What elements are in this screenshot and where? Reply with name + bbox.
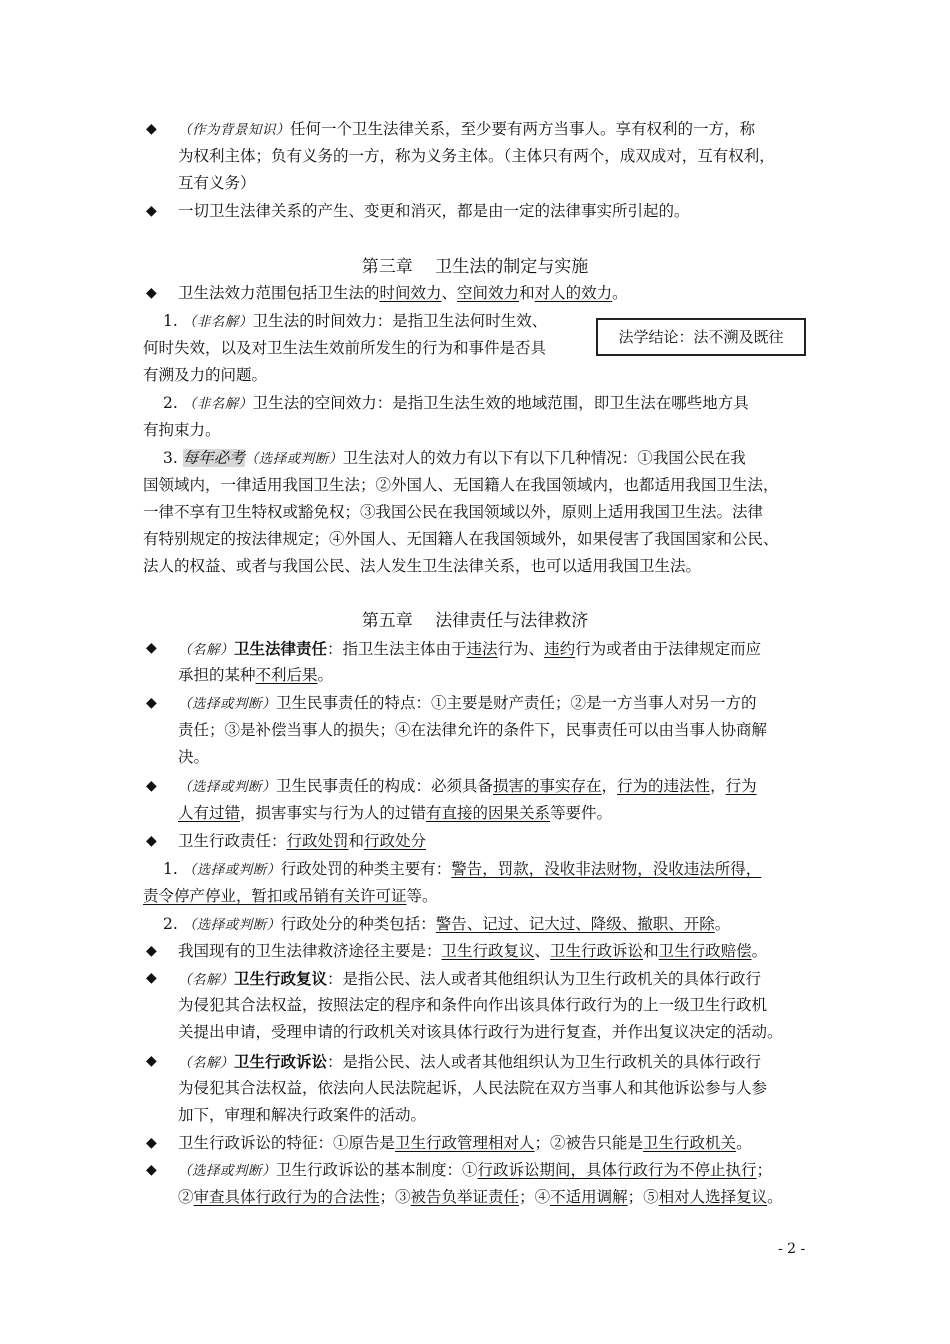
intro-para-2: 一切卫生法律关系的产生、变更和消灭，都是由一定的法律事实所引起的。 xyxy=(178,202,690,220)
bullet-icon: ◆ xyxy=(146,970,157,986)
ch3-item-1-line-2: 何时失效，以及对卫生法生效前所发生的行为和事件是否具 xyxy=(143,339,547,357)
ch5-p3-line-1: （选择或判断）卫生民事责任的构成：必须具备损害的事实存在，行为的违法性，行为 xyxy=(178,777,757,795)
ch3-scope: 卫生法效力范围包括卫生法的时间效力、空间效力和对人的效力。 xyxy=(178,284,628,302)
ch3-item-3-line-4: 有特别规定的按法律规定；④外国人、无国籍人在我国领域外，如果侵害了我国国家和公民、 xyxy=(143,530,779,548)
bullet-icon: ◆ xyxy=(146,640,157,656)
bullet-icon: ◆ xyxy=(146,943,157,959)
ch5-p2-line-2: 责任；③是补偿当事人的损失；④在法律允许的条件下，民事责任可以由当事人协商解 xyxy=(178,721,768,739)
bullet-icon: ◆ xyxy=(146,833,157,849)
bullet-icon: ◆ xyxy=(146,1053,157,1069)
ch5-p9-line-2: 为侵犯其合法权益，依法向人民法院起诉，人民法院在双方当事人和其他诉讼参与人参 xyxy=(178,1079,768,1097)
ch5-p11-line-1: （选择或判断）卫生行政诉讼的基本制度：①行政诉讼期间，具体行政行为不停止执行； xyxy=(178,1161,773,1179)
ch5-p6: 2. （选择或判断）行政处分的种类包括：警告、记过、记大过、降级、撤职、开除。 xyxy=(163,915,731,933)
bullet-icon: ◆ xyxy=(146,203,157,219)
ch5-p4: 卫生行政责任：行政处罚和行政处分 xyxy=(178,832,427,850)
legal-conclusion-box: 法学结论：法不溯及既往 xyxy=(596,318,806,356)
ch5-p8-line-2: 为侵犯其合法权益，按照法定的程序和条件向作出该具体行政行为的上一级卫生行政机 xyxy=(178,996,768,1014)
page-number: - 2 - xyxy=(778,1241,806,1257)
ch5-p11-line-2: ②审查具体行政行为的合法性；③被告负举证责任；④不适用调解；⑤相对人选择复议。 xyxy=(178,1188,783,1206)
ch3-item-3-line-2: 国领域内，一律适用我国卫生法；②外国人、无国籍人在我国领域内，也都适用我国卫生法， xyxy=(143,476,779,494)
ch5-p9-line-1: （名解）卫生行政诉讼：是指公民、法人或者其他组织认为卫生行政机关的具体行政行 xyxy=(178,1052,762,1071)
ch3-item-3-line-5: 法人的权益、或者与我国公民、法人发生卫生法律关系，也可以适用我国卫生法。 xyxy=(143,557,702,575)
intro-para-1-line-3: 互有义务） xyxy=(178,174,256,192)
bullet-icon: ◆ xyxy=(146,778,157,794)
ch5-p5-line-2: 责令停产停业，暂扣或吊销有关许可证等。 xyxy=(143,887,438,905)
chapter-3-title: 第三章 卫生法的制定与实施 xyxy=(361,257,589,277)
bullet-icon: ◆ xyxy=(146,1135,157,1151)
ch3-item-3-line-3: 一律不享有卫生特权或豁免权；③我国公民在我国领域以外，原则上适用我国卫生法。法律 xyxy=(143,503,764,521)
intro-para-1-line-2: 为权利主体；负有义务的一方，称为义务主体。（主体只有两个，成双成对，互有权利， xyxy=(178,147,775,165)
bullet-icon: ◆ xyxy=(146,121,157,137)
ch3-item-1-line-3: 有溯及力的问题。 xyxy=(143,366,268,384)
ch5-p8-line-3: 关提出申请，受理申请的行政机关对该具体行政行为进行复查，并作出复议决定的活动。 xyxy=(178,1023,783,1041)
ch5-p1-line-1: （名解）卫生法律责任：指卫生法主体由于违法行为、违约行为或者由于法律规定而应 xyxy=(178,639,762,658)
ch5-p2-line-1: （选择或判断）卫生民事责任的特点：①主要是财产责任；②是一方当事人对另一方的 xyxy=(178,694,757,712)
chapter-5-title: 第五章 法律责任与法律救济 xyxy=(361,611,589,631)
ch5-p10: 卫生行政诉讼的特征：①原告是卫生行政管理相对人；②被告只能是卫生行政机关。 xyxy=(178,1134,752,1152)
ch5-p2-line-3: 决。 xyxy=(178,748,210,766)
bullet-icon: ◆ xyxy=(146,285,157,301)
ch3-item-3-line-1: 3. 每年必考（选择或判断）卫生法对人的效力有以下有以下几种情况：①我国公民在我 xyxy=(163,449,746,467)
must-test-highlight: 每年必考 xyxy=(182,449,245,467)
ch5-p1-line-2: 承担的某种不利后果。 xyxy=(178,666,334,684)
bullet-icon: ◆ xyxy=(146,695,157,711)
ch3-item-2-line-1: 2. （非名解）卫生法的空间效力：是指卫生法生效的地域范围，即卫生法在哪些地方具 xyxy=(163,394,749,412)
ch5-p9-line-3: 加下，审理和解决行政案件的活动。 xyxy=(178,1106,427,1124)
bullet-icon: ◆ xyxy=(146,1162,157,1178)
ch5-p8-line-1: （名解）卫生行政复议：是指公民、法人或者其他组织认为卫生行政机关的具体行政行 xyxy=(178,969,762,988)
ch3-item-1-line-1: 1. （非名解）卫生法的时间效力：是指卫生法何时生效、 xyxy=(163,312,548,330)
ch5-p5-line-1: 1. （选择或判断）行政处罚的种类主要有：警告，罚款，没收非法财物，没收违法所得， xyxy=(163,860,762,878)
ch3-item-2-line-2: 有拘束力。 xyxy=(143,421,221,439)
intro-para-1-line-1: （作为背景知识）任何一个卫生法律关系，至少要有两方当事人。享有权利的一方，称 xyxy=(178,120,756,138)
ch5-p3-line-2: 人有过错，损害事实与行为人的过错有直接的因果关系等要件。 xyxy=(178,804,613,822)
ch5-p7: 我国现有的卫生法律救济途径主要是：卫生行政复议、卫生行政诉讼和卫生行政赔偿。 xyxy=(178,942,768,960)
